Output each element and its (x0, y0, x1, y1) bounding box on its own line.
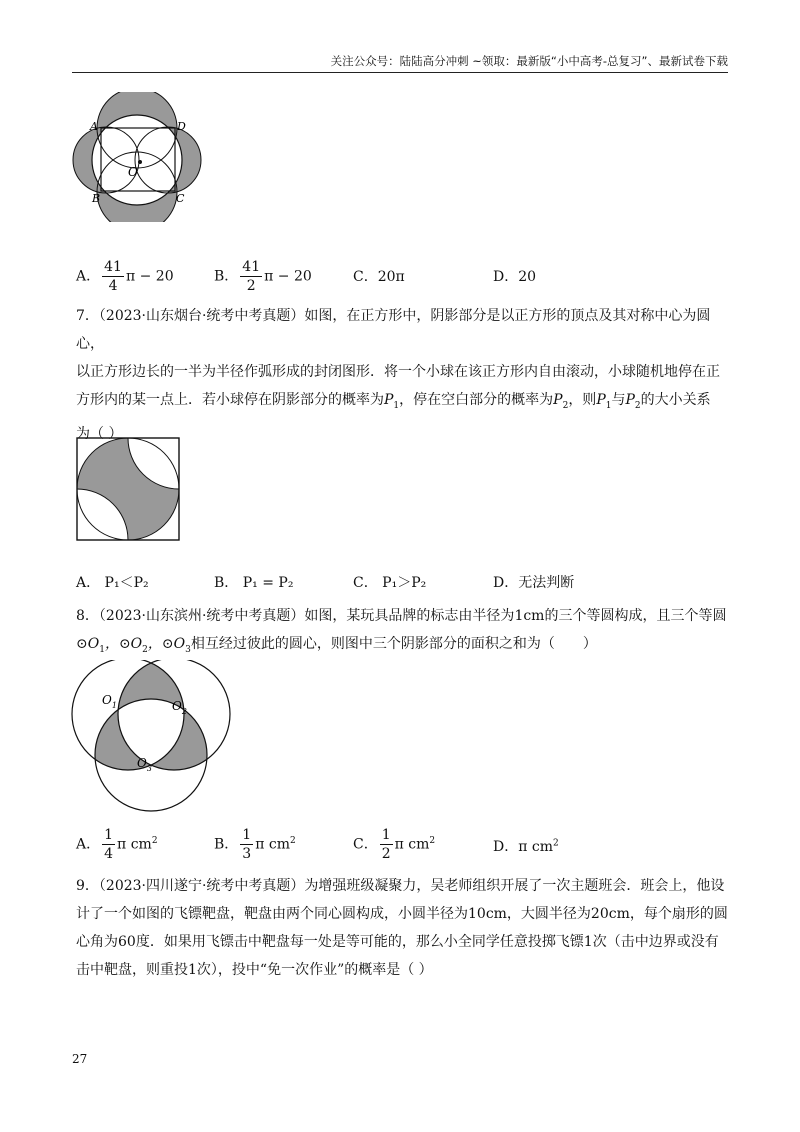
label-o: O (128, 165, 138, 179)
page-number: 27 (72, 1052, 88, 1066)
choice-a[interactable]: A． P₁＜P₂ (76, 575, 149, 591)
label-o2: $O_2$ (172, 699, 187, 716)
figure-square-quarter-arcs (76, 437, 180, 541)
choice-b[interactable]: B． P₁ = P₂ (214, 575, 294, 591)
choice-a[interactable]: A． $\frac{41}{4}$ π − 20 (76, 259, 174, 294)
choice-c[interactable]: C． $\frac{1}{2}$ π $cm^2$ (353, 827, 436, 862)
choice-b[interactable]: B． $\frac{1}{3}$ π $cm^2$ (214, 827, 296, 862)
choice-c[interactable]: C．20π (353, 269, 405, 285)
question-9: 9．（2023·四川遂宁·统考中考真题）为增强班级凝聚力，吴老师组织开展了一次主题班会．班会上，他设 计了一个如图的飞镖靶盘，靶盘由两个同心圆构成，小圆半径为10cm，大圆半径为20cm，每个扇形的圆 心角为60度．如果用飞镖击中靶盘每一处是等可能的，那么小全同学任意投掷飞镖1次（击中边界或没有 击中靶盘，则重投1次），投中“免一次作业”的概率是（ ） (76, 878, 728, 978)
choice-d[interactable]: D．20 (493, 269, 537, 285)
choice-a[interactable]: A． $\frac{1}{4}$ π $cm^2$ (76, 827, 158, 862)
choice-d[interactable]: D．无法判断 (493, 575, 575, 591)
label-o1: $O_1$ (102, 693, 117, 710)
figure-square-with-arcs (70, 92, 210, 222)
choice-c[interactable]: C． P₁＞P₂ (353, 575, 427, 591)
label-a: A (90, 120, 98, 133)
label-o3: $O_3$ (137, 756, 152, 773)
figure-three-circles (70, 660, 252, 820)
choice-d[interactable]: D．π $cm^2$ (493, 838, 559, 855)
question-8: 8．（2023·山东滨州·统考中考真题）如图，某玩具品牌的标志由半径为1cm的三个等圆构成，且三个等圆 $⊙O_1$，$⊙O_2$，$⊙O_3$相互经过彼此的圆心，则图中三个阴影部分的面积之和为（ ） (76, 608, 727, 655)
label-c: C (176, 192, 185, 205)
choice-b[interactable]: B． $\frac{41}{2}$ π − 20 (214, 259, 312, 294)
label-b: B (92, 192, 101, 205)
center-point (138, 160, 142, 164)
label-d: D (177, 120, 186, 133)
question-7: 7．（2023·山东烟台·统考中考真题）如图，在正方形中，阴影部分是以正方形的顶点及其对称中心为圆心， 以正方形边长的一半为半径作弧形成的封闭图形．将一个小球在该正方形内自由滚动，小球随机地停在正 方形内的某一点上．若小球停在阴影部分的概率为$P_1$，停在空白部分的概率为$P_2$，则$P_1$与$P_2$的大小关系 为（ ） (76, 308, 720, 442)
page-header: 关注公众号：陆陆高分冲刺 ~领取：最新版“小中高考-总复习”、最新试卷下载 (72, 52, 728, 73)
